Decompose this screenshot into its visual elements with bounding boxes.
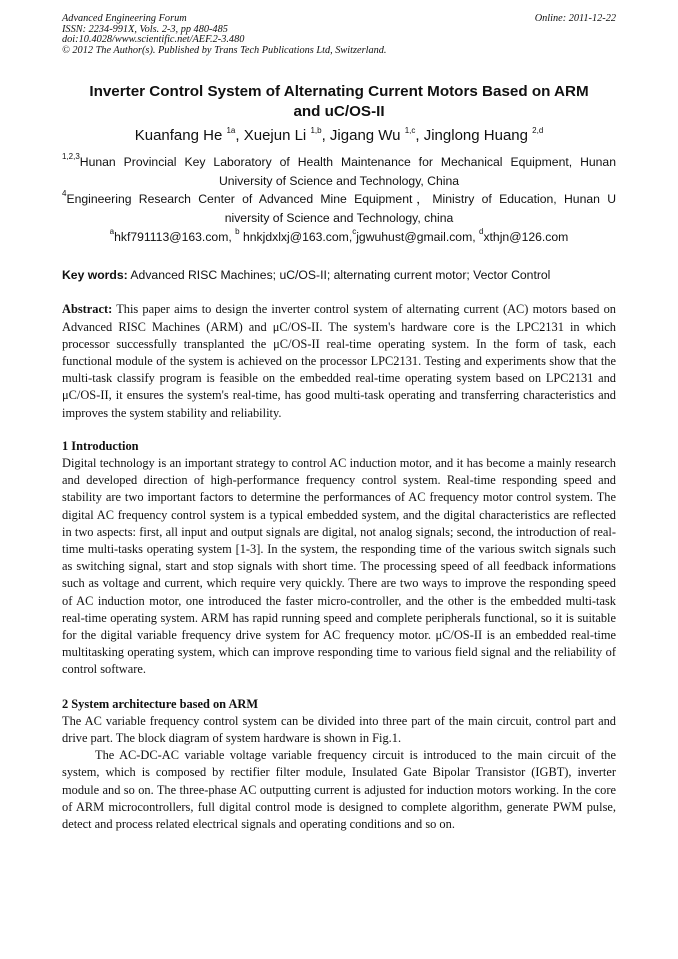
email-sup: d — [479, 227, 484, 237]
author-name: Jinglong Huang — [423, 127, 528, 145]
paper-page — [62, 14, 616, 833]
journal-name: Advanced Engineering Forum — [62, 13, 187, 24]
author-sup: 1,c — [404, 126, 416, 136]
email-link[interactable]: hkf791113@163.com, — [114, 230, 236, 245]
affiliation-line: Hunan Provincial Key Laboratory of Health Maintenance for Mechanical Equipment, Hunan — [79, 155, 616, 170]
abstract-label: Abstract: — [62, 302, 113, 317]
section-paragraph: Digital technology is an important strategy to control AC induction motor, and it has become a mainly research and developed direction of high-performance frequency control system. Real-time responding speed and stability are two important factors to determine the performances of AC frequency motor control system. The digital AC frequency control system is a typical embedded system, and the digital characteristics are reflected in two aspects: first, all input and output signals are digital, not analog signals; second, the introduction of real-time multi-tasks operating system [1-3]. In the system, the responding time of the various switch signals such as switching signal, start and stop signals with short time. The processing speed of all feedback informations such as voltage and current, which require very quickly. There are two ways to improve the responding speed of AC induction motor, one introduced the faster micro-controller, and the other is the embedded multi-task real-time operating system. ARM has rapid running speed and complete peripherals functional, so it is suitable for the digital variable frequency drive system for AC frequency motor. μC/OS-II is an embedded real-time multitasking operating system, which can improve responding time to various field signal and the reliability of control software. — [62, 456, 616, 677]
affiliation-line: niversity of Science and Technology, china — [224, 210, 454, 225]
email-sup: c — [352, 227, 357, 237]
email-link[interactable]: hnkjdxlxj@163.com, — [239, 230, 353, 245]
paper-title: Inverter Control System of Alternating Current Motors Based on ARM and uC/OS-II — [89, 83, 589, 121]
affiliation-sup: 4 — [62, 189, 67, 199]
author-list: Kuanfang He $^{1a}$, Xuejun Li $^{1,b}$, Jigang Wu $^{1,c}$, Jinglong Huang $^{2,d}$ — [134, 126, 544, 145]
keywords-text: Advanced RISC Machines; uC/OS-II; alternating current motor; Vector Control — [127, 268, 551, 283]
author-sup: 1a — [226, 126, 236, 136]
author-sup: 2,d — [532, 126, 544, 136]
section-paragraph: The AC-DC-AC variable voltage variable frequency circuit is introduced to the main circuit of the system, which is composed by rectifier filter module, Insulated Gate Bipolar Transistor (IGBT), inverter module and so on. The three-phase AC outputting current is adjusted for induction motors working. In the core of ARM microcontrollers, full digital control mode is designed to complete algorithm, generate PWM pulse, detect and process related electrical signals and operating conditions and so on. — [62, 748, 616, 832]
affiliation-line: Engineering Research Center of Advanced Mine Equipment，Ministry of Education, Hunan U — [66, 192, 616, 207]
author-name: Kuanfang He — [134, 127, 223, 145]
author-name: Xuejun Li — [243, 127, 307, 145]
journal-header — [62, 14, 616, 56]
section-heading-introduction: 1 Introduction — [62, 438, 139, 453]
keywords — [62, 266, 616, 284]
keywords-label: Key words: — [62, 268, 128, 283]
online-date: Online: 2011-12-22 — [534, 13, 616, 24]
email-list — [62, 228, 616, 246]
abstract-text: This paper aims to design the inverter control system of alternating current (AC) motors based on Advanced RISC Machines (ARM) and μC/OS-II. The system's hardware core is the LPC2131 in which processor successfully transplanted the μC/OS-II real-time operating system. In the form of task, each functional module of the system is achieved on the processor LPC2131. Testing and experiments show that the multi-task classify program is feasible on the embedded real-time operating system based on LPC2131 and μC/OS-II, it ensures the system's real-time, has good multi-task operating and transferring characteristics and improves the system stability and reliability. — [62, 302, 616, 420]
email-link[interactable]: jgwuhust@gmail.com, — [356, 230, 479, 245]
email-sup: a — [109, 227, 115, 237]
email-link[interactable]: xthjn@126.com — [483, 230, 569, 245]
doi-line: doi:10.4028/www.scientific.net/AEF.2-3.480 — [62, 34, 245, 46]
email-sup: b — [235, 227, 240, 237]
abstract — [62, 301, 616, 421]
affiliation-2 — [62, 190, 616, 227]
section-heading-architecture: 2 System architecture based on ARM — [62, 696, 259, 711]
copyright-line: © 2012 The Author(s). Published by Trans Tech Publications Ltd, Switzerland. — [62, 44, 387, 56]
affiliation-line: University of Science and Technology, China — [218, 173, 460, 188]
section-paragraph: The AC variable frequency control system can be divided into three part of the main circuit, control part and drive part. The block diagram of system hardware is shown in Fig.1. — [62, 713, 616, 746]
author-sup: 1,b — [310, 126, 322, 136]
issn-line: ISSN: 2234-991X, Vols. 2-3, pp 480-485 — [62, 23, 228, 35]
author-name: Jigang Wu — [329, 127, 401, 145]
affiliation-sup: 1,2,3 — [62, 152, 80, 162]
affiliation-1 — [62, 153, 616, 190]
